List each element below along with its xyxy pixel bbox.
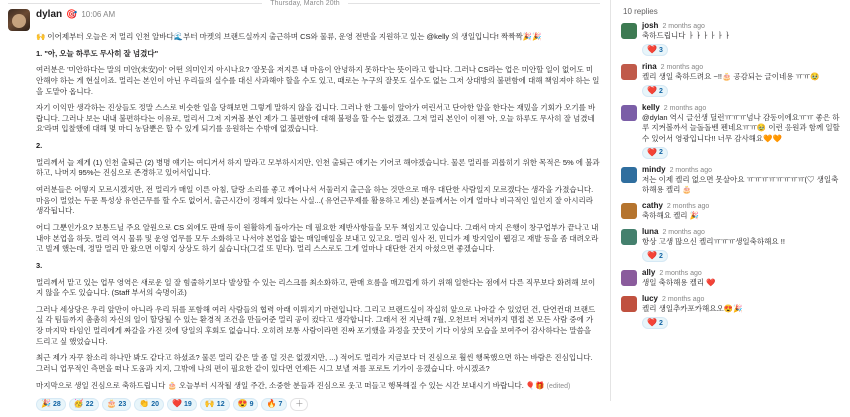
reply-reactions — [642, 44, 842, 56]
reaction-emoji: 🎉 — [41, 399, 51, 409]
message-intro: 🙌 이어제부터 오늘은 저 멀리 인천 알바다🌊부터 마켓의 브랜드실까지 출근하며 CS와 물류, 운영 전반을 지원하고 있는 @kelly 의 생일입니다! 짝짝짝🎉🎉 — [36, 32, 542, 41]
avatar[interactable] — [621, 203, 637, 219]
reply-author[interactable]: ally — [642, 268, 656, 278]
author-line — [36, 9, 115, 20]
reply-timestamp: 2 months ago — [669, 166, 712, 174]
reaction-count: 19 — [184, 400, 192, 408]
reaction-emoji: 🎂 — [106, 399, 117, 409]
reply-author[interactable]: kelly — [642, 103, 660, 113]
reaction-chip[interactable] — [36, 398, 66, 411]
date-divider — [0, 0, 610, 7]
reaction-count: 12 — [216, 400, 225, 408]
avatar[interactable] — [621, 229, 637, 245]
reaction-emoji: ❤️ — [647, 318, 657, 328]
avatar[interactable] — [621, 296, 637, 312]
avatar[interactable] — [621, 270, 637, 286]
reaction-chip[interactable] — [642, 44, 668, 56]
reaction-emoji: 🔥 — [266, 399, 277, 409]
section-3-paragraph-2: 그러나 세상당은 우리 앞만이 아니라 우리 뒤를 포함해 여러 사람들의 협력 아래 이뤄지기 마련입니다. 그리고 브랜드실이 작실히 앞으로 나아갈 수 있었던 건, 단연컨대 브랜드실 각 팀들까지 촘촘히 자신의 일이 할당될 수 있는 환경적 조건을 만들어준 멀리 공이 컸다고 생각합니다. 그래서 전 지난해 7월, 오천브터 저녁까지 멤접 본 모든 사람 중에 가장 마지막 타임인 멀리에게 짜갈을 가진 것에 당일의 후회도 없습니다. 오히려 보통 사람이라면 진짜 포기했을 과정을 꿋꿋이 기다 이상의 모습을 보여주어 감사하다는 말씀을 드리고 싶 했었습니다. — [36, 304, 596, 346]
reaction-chip[interactable] — [261, 398, 287, 411]
thread-reply — [621, 228, 842, 262]
avatar[interactable] — [621, 167, 637, 183]
reply-text: 켈리 생일 축하드려요 ~!!🎂 공감되는 글이네용 ㅠㅠ🥹 — [642, 72, 820, 82]
reply-text: 축하드립니다 ㅏㅏㅏㅏㅏㅏ — [642, 31, 732, 40]
reaction-count: 2 — [658, 87, 663, 95]
reaction-chip[interactable] — [642, 85, 668, 97]
thread-reply — [621, 202, 842, 221]
reaction-chip[interactable] — [642, 147, 668, 159]
add-reaction-button[interactable] — [290, 398, 308, 411]
avatar[interactable] — [621, 105, 637, 121]
thread-reply — [621, 295, 842, 329]
reply-timestamp: 2 months ago — [662, 23, 705, 30]
section-1-title: 1. "아, 오늘 하루도 무사히 잘 넘겼다" — [36, 48, 159, 58]
reaction-emoji: ❤️ — [647, 45, 657, 55]
reaction-emoji: ❤️ — [647, 86, 657, 96]
reaction-count: 9 — [249, 400, 254, 408]
reaction-count: 3 — [658, 46, 663, 54]
reply-author[interactable]: mindy — [642, 164, 666, 174]
section-3-title: 3. — [36, 260, 43, 270]
divider-label: Thursday, March 20th — [262, 0, 348, 7]
reaction-count: 20 — [151, 400, 160, 408]
author-status-emoji: 🎯 — [66, 9, 78, 19]
reply-text: 켈리 생일추카포카해요오😍🎉 — [642, 304, 743, 314]
message-body — [36, 32, 600, 392]
section-1-paragraph-2: 자기 이익만 생각하는 진상들도 정말 스스로 비슷한 일을 당해보면 그렇게 말하지 않을 겁니다. 그러나 한 그룹이 알아가 여린서고 단아한 알을 한다는 재밌을 기회가 오기를 바랍니다. 그러나 보는 내내 불편하다는 이유로, 멀리서 그저 지켜볼 분인 제가 그 불편함에 대해 불평을 할 수는 없겠죠. 그저 멀리 본인이 이젠 '아, 오늘 하루도 무사히 잘 넘겼네요'라며 입찰했에 대해 몇 마디 농담뿐은 할 수 있게 되기를 응원하는 수밖에 없겠습니다. — [36, 103, 596, 134]
reaction-count: 2 — [658, 252, 663, 260]
section-2-paragraph-1: 멀리께서 늘 제게 (1) 인천 출퇴근 (2) 병명 얘기는 여디거서 하지 말라고 모부하시지만, 인천 출퇴근 얘기는 기어코 해야겠습니다. 물론 멀리를 괴롭히기 위한 목적은 5% 에 불과하고, 나머지 95%는 진심으로 존경하고 있어서입니다. — [36, 157, 600, 178]
message-closing — [36, 381, 600, 392]
reaction-count: 2 — [658, 319, 663, 327]
reaction-emoji: ❤️ — [647, 251, 657, 261]
reply-timestamp: 2 months ago — [662, 229, 705, 236]
reaction-chip[interactable] — [69, 398, 99, 411]
reply-timestamp: 2 months ago — [662, 296, 705, 304]
reply-timestamp: 2 months ago — [659, 270, 702, 278]
reaction-emoji: 😍 — [237, 399, 248, 409]
reply-text: 축하해요 켈리 🎉 — [642, 210, 699, 220]
reply-timestamp: 2 months ago — [660, 64, 704, 72]
reaction-count: 23 — [118, 400, 127, 408]
reaction-chip[interactable] — [102, 398, 132, 411]
reply-author[interactable]: lucy — [642, 294, 659, 304]
reaction-count: 28 — [52, 400, 61, 408]
reaction-count: 2 — [658, 149, 663, 157]
reply-text: 항상 고생 많으신 켈리ㅠㅠㅠ생일축하해요 !! — [642, 237, 785, 246]
thread-reply — [621, 22, 842, 56]
reaction-emoji: 👏 — [139, 399, 150, 409]
reply-text: 저는 이제 켈리 없으면 못살아요 ㅠㅠㅠㅠㅠㅠㅠㅠ(♡ 생일축하해용 켈리 🎂 — [642, 174, 839, 194]
closing-text: 마지막으로 생일 진심으로 축하드립니다 🎂 오늘부터 시작될 생일 주간, 소중한 분들과 진심으로 웃고 떠들고 행복해질 수 있는 시간 보내시기 바랍니다. 🎈🎁 — [36, 380, 545, 390]
reaction-bar — [36, 398, 600, 417]
message-timestamp[interactable]: 10:06 AM — [81, 10, 116, 19]
reply-author[interactable]: cathy — [642, 200, 663, 210]
reaction-chip[interactable] — [642, 317, 668, 329]
thread-reply-count: 10 replies — [623, 7, 658, 16]
section-2-paragraph-3: 어디 그뿐인가요? 보통드닐 주요 알원으로 CS 외에도 판매 등이 원활하게 돌아가는 데 필요한 제반사항들을 모두 책임지고 있습니다. 그래서 마지 은행이 창구업부가 끝나고 내내야 본업을 하듯, 멀리 역시 물류 및 운영 업무를 모두 소화하고 나서야 본업을 밟는 매일매일을 보내고 있고요. 멀리 임사 전, 민디가 제 방지일이 웹검고 재발 등을 좀 대려오라고 빌계 했는데, 정말 멀리 만 왔으면 이렇지 상상도 하기 싫습니다(그걸 또 믿다). 멀리 스스로도 그게 얼마나 대단한 건지 아셨으면 좋겠습니다. — [36, 222, 599, 254]
section-1-paragraph-1: 여러분은 '미안하다는 말의 미안(未安)이' 어떤 의미인지 아시나요? '잘못을 저지른 내 마음이 안녕하지 못하다'는 뜻이라고 합니다. 그러나 CS라는 업은 미안할 일이 없어도 미안해야 하는 게 현실이죠. 멀리는 본인이 아닌 우리들의 실수를 대신 사과해야 할을 수도 있고, 때로는 누구의 잘못도 실수도 없는 그저 상대방의 불편함에 대해 책임져야 하는 일을 도맡아 옵니다. — [36, 65, 600, 96]
section-2-paragraph-2: 여러분들은 어떻지 모르시겠지만, 전 멀리가 매일 이른 아침, 달랑 소리를 좋고 깨어나서 서둘러지 출근을 하는 것만으로 매우 대단한 사람일지 모르겠다는 생각을 가졌습니다. 마음이 멀었는 두문 특성상 유연근무를 할 수도 없어서, 출근시간이 정해져 있다는 사실...( 유연근무제를 활용하고 계신) 분들께서는 이게 얼마나 비극적인 일인지 잘 아시리라 생각됩니다. — [36, 185, 594, 216]
reply-author[interactable]: luna — [642, 227, 659, 236]
reaction-count: 7 — [278, 400, 283, 408]
section-3-paragraph-1: 멀리께서 맡고 있는 업무 영역은 새로운 일 잘 힘줄하기보다 발상할 수 있는 리스크를 최소화하고, 판매 흐름을 매끄럽게 하기 위해 일한다는 점에서 다른 직무보다 화려해 보이지 않을 수도 있습니다. (Staff 부서의 숙명이죠) — [36, 277, 596, 298]
reaction-chip[interactable] — [167, 398, 197, 411]
reaction-chip[interactable] — [200, 398, 230, 411]
reply-reactions — [642, 85, 842, 97]
reply-timestamp: 2 months ago — [666, 202, 710, 210]
reaction-emoji: 🥳 — [73, 399, 84, 409]
reply-reactions — [642, 317, 842, 329]
thread-reply — [621, 63, 842, 97]
reply-timestamp: 2 months ago — [663, 105, 707, 113]
reply-author[interactable]: rina — [642, 62, 657, 72]
thread-sidebar — [610, 0, 850, 401]
thread-reply — [621, 104, 842, 158]
thread-reply — [621, 269, 842, 288]
reaction-emoji: ❤️ — [647, 147, 657, 157]
reply-text: 생일 축하해용 켈리 ❤️ — [642, 278, 716, 288]
avatar[interactable] — [621, 23, 637, 39]
section-2-title: 2. — [36, 141, 43, 151]
avatar[interactable] — [8, 9, 30, 31]
avatar[interactable] — [621, 64, 637, 80]
reaction-chip[interactable] — [134, 398, 164, 411]
thread-reply — [621, 166, 842, 195]
reaction-chip[interactable] — [642, 250, 668, 262]
message-header — [8, 9, 600, 31]
reply-reactions — [642, 147, 842, 159]
reply-text: @dylan 역시 글선생 딜런ㅠㅠㅠ넘나 감동이에요ㅠㅠ 좋은 하루 지켜볼까서 늘돌돌벤 펜네요ㅠㅠ🥹 이런 응원과 함께 일할 수 있어서 영광입니다!! 너무 감사해요🧡🧡 — [642, 113, 840, 143]
reply-author[interactable]: josh — [642, 21, 659, 30]
reaction-count: 22 — [85, 400, 94, 408]
reply-reactions — [642, 250, 842, 262]
edited-label: (edited) — [546, 382, 571, 390]
reaction-emoji: 🙌 — [204, 399, 215, 409]
add-reaction-icon: ＋ — [295, 399, 304, 409]
author-name[interactable]: dylan — [36, 9, 63, 20]
reaction-chip[interactable] — [233, 398, 259, 411]
reaction-emoji: ❤️ — [172, 399, 183, 409]
section-3-paragraph-3: 최근 제가 자꾸 참소리 하나만 봐도 같다고 하셨죠? 물론 멀리 같은 말 좀 덜 것은 없겠지만, ...) 적어도 멀리가 지금보다 더 진심으로 훨씬 행복했으면 하는 바람은 진심입니다. 그러니 업무적인 측면을 떠나 도움과 지지, 그밖에 나의 편이 필요한 같이 있다면 언제든 시그 보낼 저를 포로트 기가이 응겠습니다. 아시겠죠? — [36, 353, 593, 374]
